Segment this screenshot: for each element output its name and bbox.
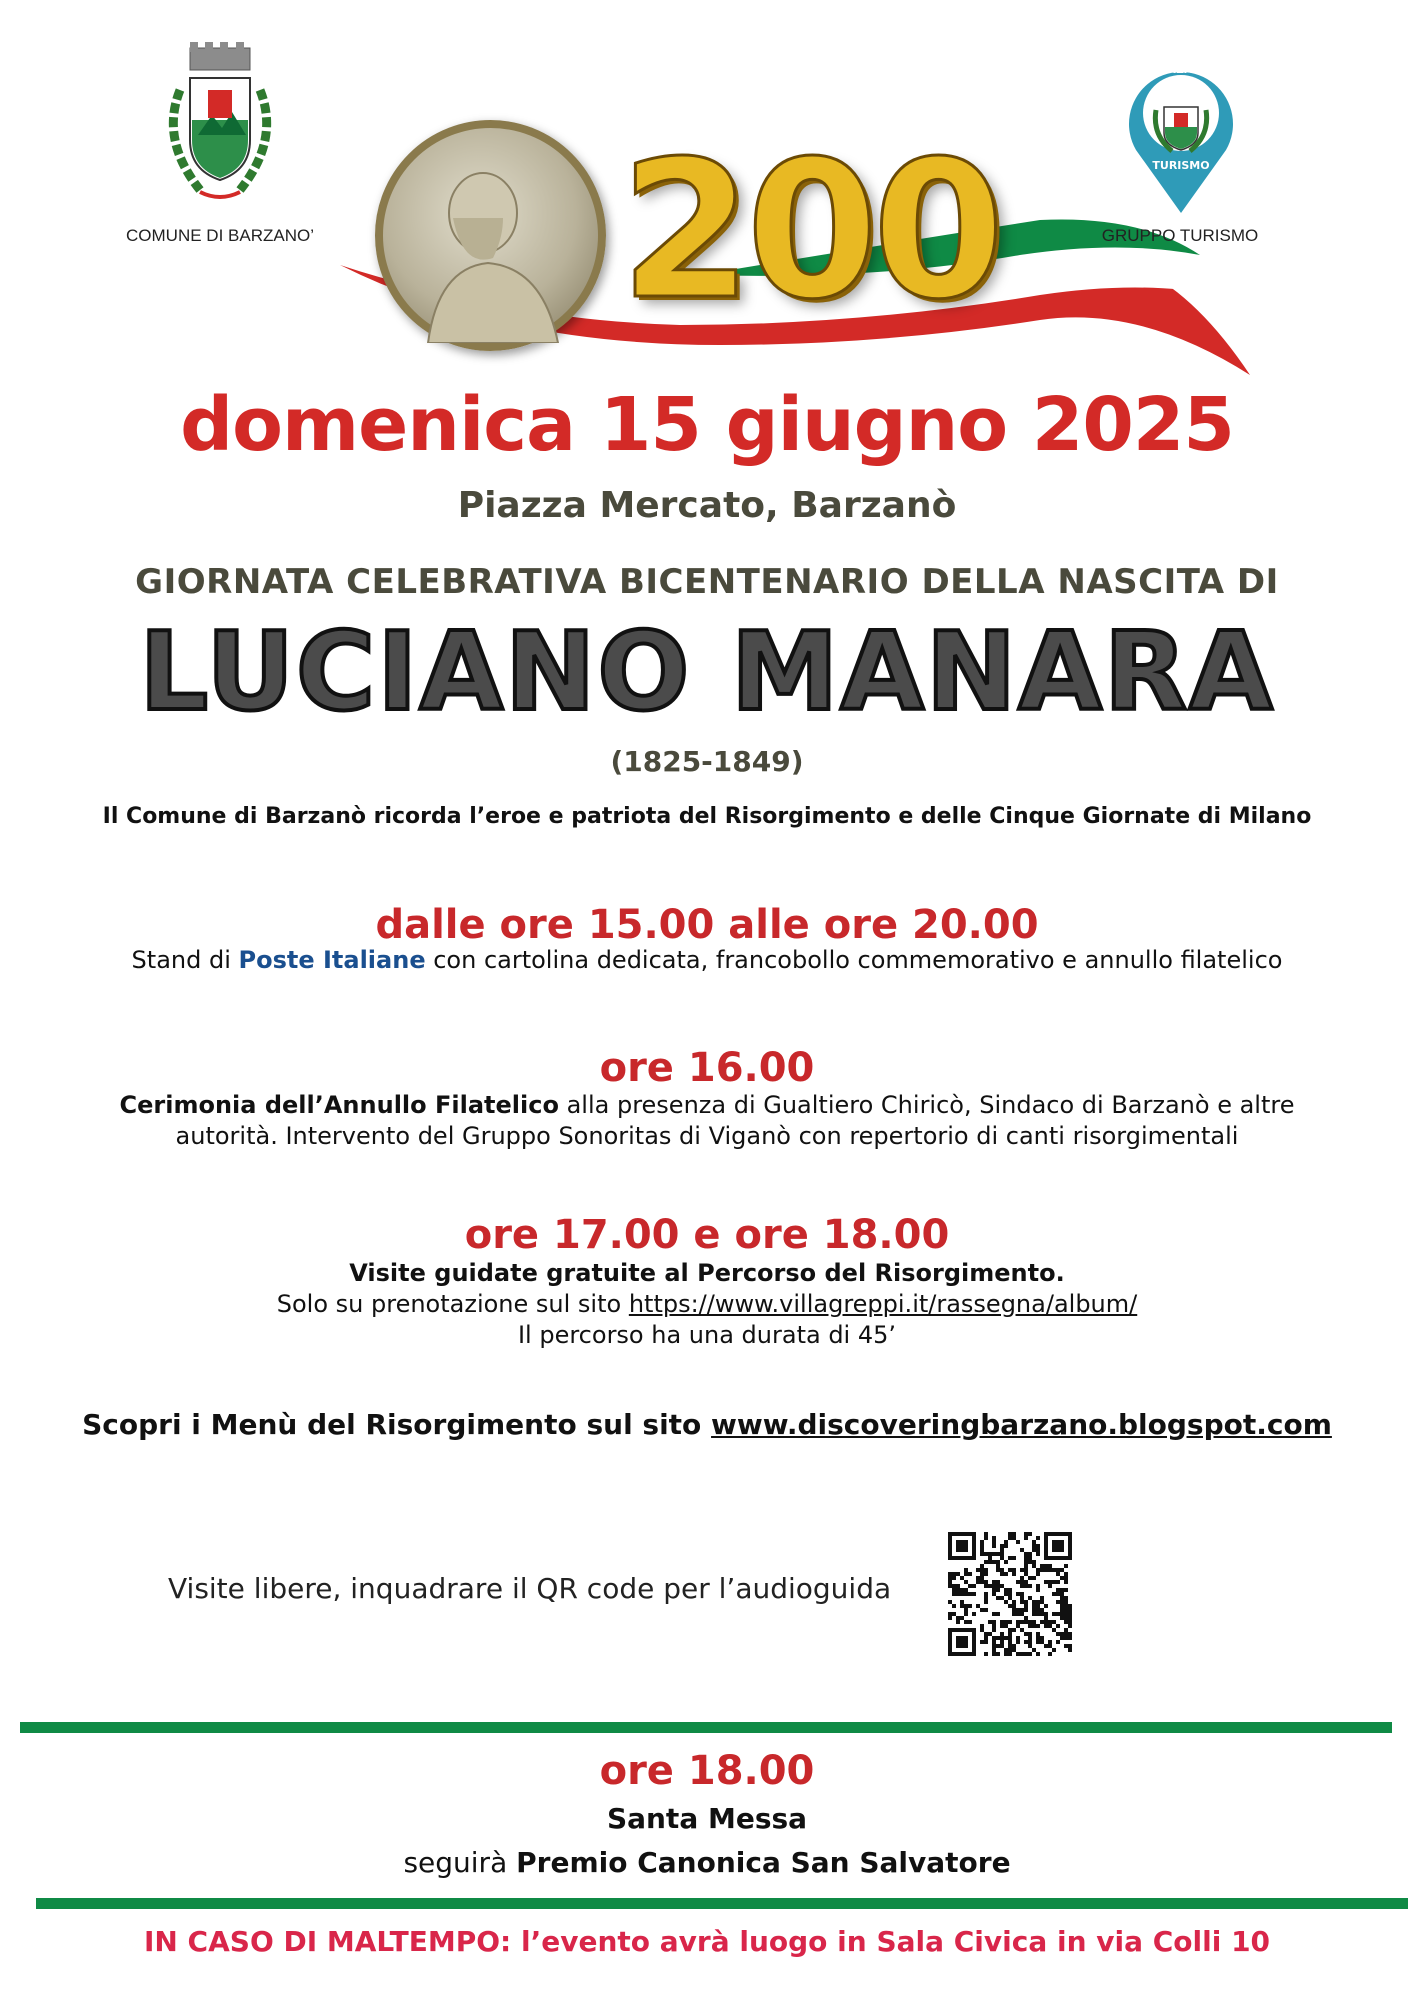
manara-medallion <box>375 120 606 351</box>
villagreppi-link[interactable]: https://www.villagreppi.it/rassegna/album/ <box>628 1290 1138 1318</box>
program-2-text-a: alla presenza di Gualtiero Chiricò, Sindaco di Barzanò e altre <box>558 1091 1295 1119</box>
portrait-relief-icon <box>383 128 598 343</box>
event-subtitle: GIORNATA CELEBRATIVA BICENTENARIO DELLA NASCITA DI <box>135 562 1279 602</box>
program-3-time: ore 17.00 e ore 18.00 <box>464 1212 950 1258</box>
program-3-bold: Visite guidate gratuite al Percorso del Risorgimento. <box>349 1259 1065 1287</box>
program-1-text-a: Stand di <box>131 946 239 974</box>
honoree-years: (1825-1849) <box>610 745 804 778</box>
santa-messa: Santa Messa <box>606 1802 808 1835</box>
comune-crest <box>150 40 290 210</box>
poste-italiane-highlight: Poste Italiane <box>238 946 426 974</box>
green-divider-bottom <box>36 1898 1408 1909</box>
premio-text-b: Premio Canonica San Salvatore <box>516 1846 1011 1879</box>
comune-label: COMUNE DI BARZANO’ <box>126 226 314 245</box>
pin-text-top: BARZANÒ <box>1150 63 1212 76</box>
turismo-label: GRUPPO TURISMO <box>1101 226 1259 245</box>
green-divider-top <box>20 1722 1392 1733</box>
pin-text-bottom: TURISMO <box>1152 159 1210 172</box>
honoree-name: LUCIANO MANARA <box>139 610 1275 735</box>
program-2-time: ore 16.00 <box>599 1045 815 1091</box>
event-date: domenica 15 giugno 2025 <box>180 382 1234 468</box>
program-3-desc <box>0 1258 1414 1351</box>
program-2-text-b: autorità. Intervento del Gruppo Sonoritas di Viganò con repertorio di canti risorgimentali <box>175 1122 1239 1150</box>
program-1-time: dalle ore 15.00 alle ore 20.00 <box>375 902 1039 948</box>
program-2-desc <box>0 1090 1414 1152</box>
turismo-pin-logo <box>1118 55 1244 215</box>
program-3-text-b: Il percorso ha una durata di 45’ <box>517 1321 897 1349</box>
footer-time: ore 18.00 <box>599 1748 815 1794</box>
discoveringbarzano-link[interactable]: www.discoveringbarzano.blogspot.com <box>711 1408 1332 1441</box>
program-1-desc <box>0 945 1414 976</box>
menu-text: Scopri i Menù del Risorgimento sul sito <box>82 1408 712 1441</box>
qr-instructions: Visite libere, inquadrare il QR code per l’audioguida <box>168 1572 892 1605</box>
menu-line <box>0 1408 1414 1441</box>
program-1-text-b: con cartolina dedicata, francobollo commemorativo e annullo filatelico <box>425 946 1283 974</box>
bad-weather-notice: IN CASO DI MALTEMPO: l’evento avrà luogo in Sala Civica in via Colli 10 <box>143 1925 1271 1958</box>
program-3-text-a: Solo su prenotazione sul sito <box>276 1290 629 1318</box>
big-200-number: 200 <box>620 120 999 341</box>
program-2-bold: Cerimonia dell’Annullo Filatelico <box>119 1091 559 1119</box>
audioguide-qr-code[interactable] <box>948 1532 1072 1656</box>
event-place: Piazza Mercato, Barzanò <box>457 485 957 526</box>
event-intro: Il Comune di Barzanò ricorda l’eroe e patriota del Risorgimento e delle Cinque Giornate di Milano <box>102 804 1312 829</box>
premio-line <box>0 1846 1414 1879</box>
premio-text-a: seguirà <box>403 1846 517 1879</box>
